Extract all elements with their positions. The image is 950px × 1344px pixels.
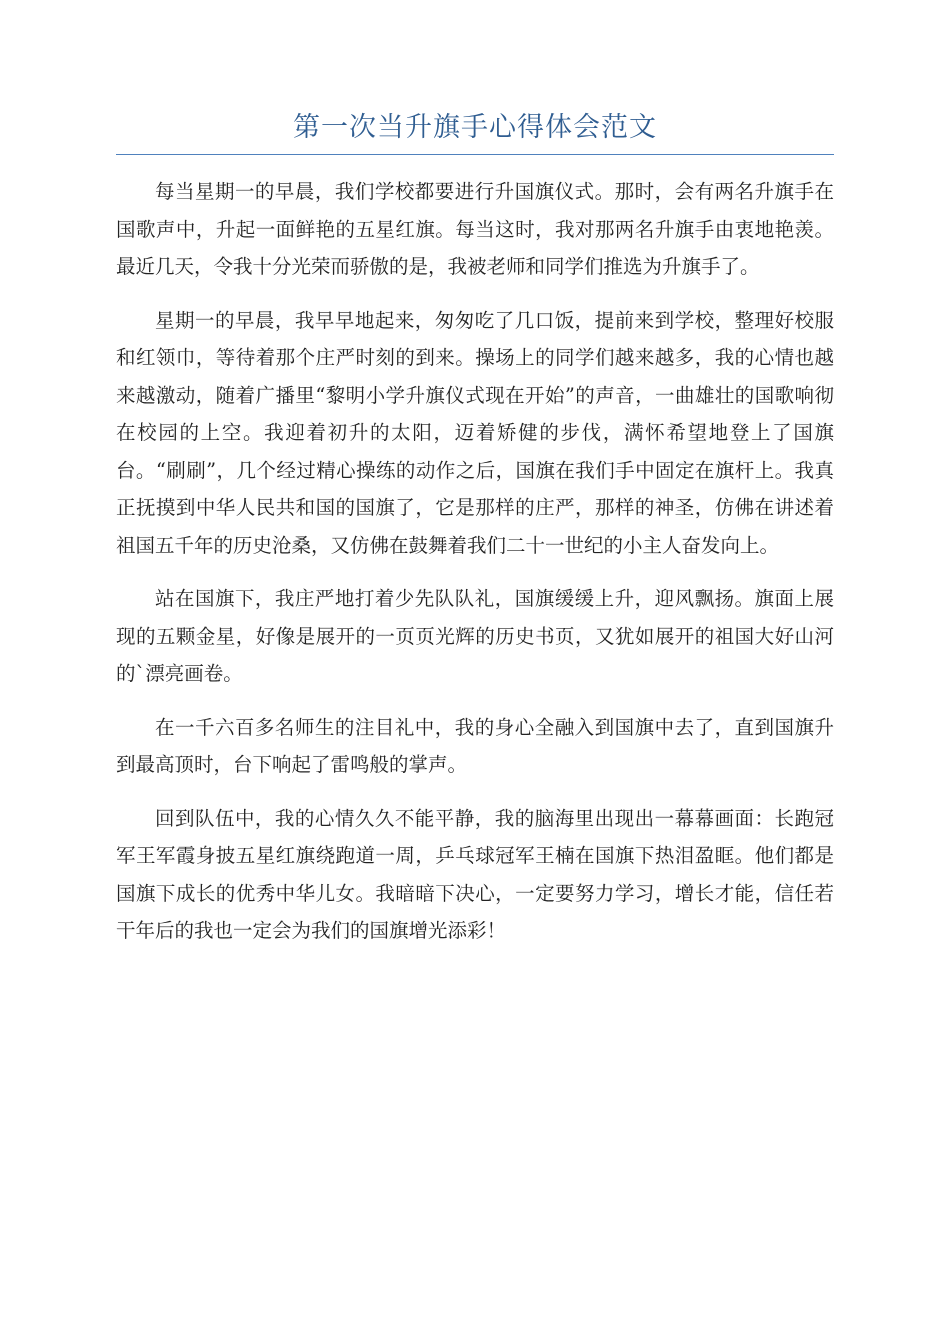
paragraph-4: 在一千六百多名师生的注目礼中，我的身心全融入到国旗中去了，直到国旗升到最高顶时，台下响起了雷鸣般的掌声。 bbox=[116, 715, 834, 776]
paragraph-5: 回到队伍中，我的心情久久不能平静，我的脑海里出现出一幕幕画面：长跑冠军王军霞身披五星红旗绕跑道一周，乒乓球冠军王楠在国旗下热泪盈眶。他们都是国旗下成长的优秀中华儿女。我暗暗下决心，一定要努力学习，增长才能，信任若干年后的我也一定会为我们的国旗增光添彩！ bbox=[116, 806, 834, 942]
paragraph-2: 星期一的早晨，我早早地起来，匆匆吃了几口饭，提前来到学校，整理好校服和红领巾，等待着那个庄严时刻的到来。操场上的同学们越来越多，我的心情也越来越激动，随着广播里“黎明小学升旗仪式现在开始”的声音，一曲雄壮的国歌响彻在校园的上空。我迎着初升的太阳，迈着矫健的步伐，满怀希望地登上了国旗台。“刷刷”，几个经过精心操练的动作之后，国旗在我们手中固定在旗杆上。我真正抚摸到中华人民共和国的国旗了，它是那样的庄严，那样的神圣，仿佛在讲述着祖国五千年的历史沧桑，又仿佛在鼓舞着我们二十一世纪的小主人奋发向上。 bbox=[116, 308, 834, 557]
title-block bbox=[116, 108, 834, 155]
paragraph-1: 每当星期一的早晨，我们学校都要进行升国旗仪式。那时，会有两名升旗手在国歌声中，升起一面鲜艳的五星红旗。每当这时，我对那两名升旗手由衷地艳羡。最近几天，令我十分光荣而骄傲的是，我被老师和同学们推选为升旗手了。 bbox=[116, 180, 834, 278]
document-page bbox=[116, 108, 834, 966]
document-title: 第一次当升旗手心得体会范文 bbox=[293, 112, 657, 143]
paragraph-3: 站在国旗下，我庄严地打着少先队队礼，国旗缓缓上升，迎风飘扬。旗面上展现的五颗金星，好像是展开的一页页光辉的历史书页，又犹如展开的祖国大好山河的`漂亮画卷。 bbox=[116, 587, 834, 685]
document-body bbox=[116, 173, 834, 950]
